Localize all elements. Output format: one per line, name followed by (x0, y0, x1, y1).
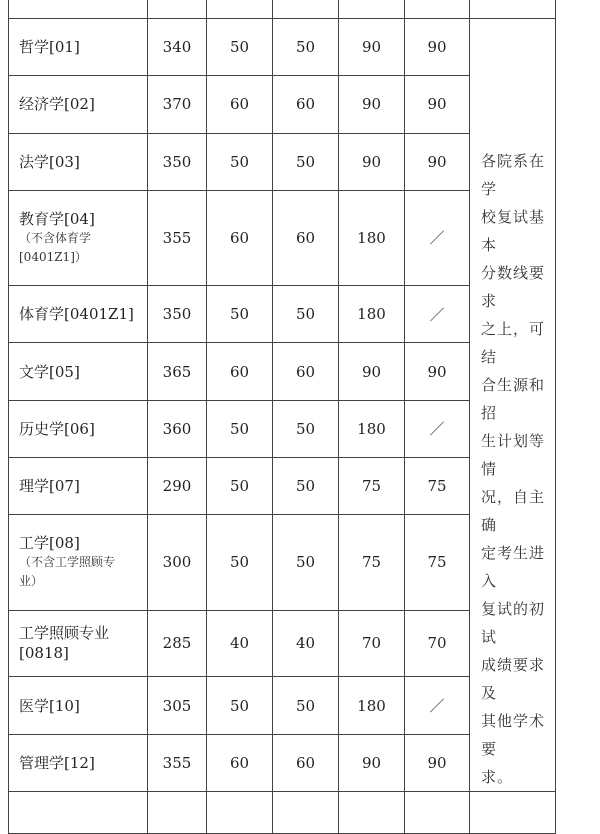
subject-label: 理学[07] (19, 477, 80, 496)
header-cell (9, 0, 148, 19)
subject-cell (9, 677, 148, 734)
subject-exclusion-note: （不含工学照顾专 (19, 555, 116, 570)
subject-label: 工学[08] (19, 534, 80, 553)
score-cell: 70 (339, 610, 405, 677)
score-cell: 75 (405, 515, 470, 610)
empty-cell (339, 792, 405, 834)
score-cell: 60 (207, 190, 273, 285)
score-cell: 180 (339, 677, 405, 734)
score-cell: 90 (339, 133, 405, 190)
score-cell: ／ (405, 286, 470, 343)
subject-label: 文学[05] (19, 362, 80, 381)
subject-cell (9, 286, 148, 343)
header-cell (405, 0, 470, 19)
score-table (8, 0, 556, 834)
score-cell: 50 (207, 400, 273, 457)
score-cell: 90 (339, 734, 405, 791)
total-score-cell: 305 (148, 677, 207, 734)
subject-label: 法学[03] (19, 152, 80, 171)
subject-cell (9, 400, 148, 457)
score-cell: 50 (207, 286, 273, 343)
empty-cell (470, 792, 556, 834)
subject-exclusion-note: 业） (19, 574, 44, 589)
total-score-cell: 290 (148, 457, 207, 514)
empty-cell (273, 792, 339, 834)
score-cell: 90 (339, 343, 405, 400)
score-cell: 50 (273, 400, 339, 457)
note-line: 之上，可结 (481, 320, 546, 366)
score-cell: ／ (405, 190, 470, 285)
subject-exclusion-note: （不含体育学 (19, 230, 92, 245)
score-cell: 50 (207, 19, 273, 76)
empty-cell (207, 792, 273, 834)
note-line: 成绩要求及 (481, 656, 546, 702)
score-cell: 50 (207, 457, 273, 514)
total-score-cell: 350 (148, 133, 207, 190)
score-cell: 60 (273, 76, 339, 133)
subject-cell (9, 19, 148, 76)
score-cell: 50 (207, 133, 273, 190)
score-cell: 90 (405, 343, 470, 400)
subject-label: 体育学[0401Z1] (19, 305, 134, 324)
subject-cell (9, 734, 148, 791)
note-line: 况，自主确 (481, 488, 546, 534)
score-cell: 90 (405, 76, 470, 133)
subject-cell (9, 515, 148, 610)
subject-label: 历史学[06] (19, 419, 95, 438)
score-cell: 90 (339, 19, 405, 76)
note-line: 定考生进入 (481, 544, 546, 590)
note-text (481, 19, 547, 791)
score-cell: 50 (273, 19, 339, 76)
note-line: 校复试基本 (481, 208, 546, 254)
header-cell (470, 0, 556, 19)
subject-cell (9, 343, 148, 400)
score-cell: ／ (405, 400, 470, 457)
total-score-cell: 355 (148, 190, 207, 285)
note-line: 生计划等情 (481, 432, 546, 478)
score-cell: 60 (273, 190, 339, 285)
total-score-cell: 360 (148, 400, 207, 457)
total-score-cell: 350 (148, 286, 207, 343)
subject-cell (9, 190, 148, 285)
score-cell: 50 (273, 286, 339, 343)
subject-cell (9, 610, 148, 677)
table-row (9, 19, 556, 76)
score-cell: 60 (207, 343, 273, 400)
subject-cell (9, 457, 148, 514)
total-score-cell: 285 (148, 610, 207, 677)
score-cell: 40 (207, 610, 273, 677)
subject-exclusion-note: [0401Z1]） (19, 249, 87, 264)
table-row (9, 792, 556, 834)
score-cell: 50 (273, 677, 339, 734)
note-line: 求。 (481, 768, 514, 786)
note-line: 各院系在学 (481, 152, 546, 198)
score-cell: 40 (273, 610, 339, 677)
subject-label: 经济学[02] (19, 95, 95, 114)
note-line: 分数线要求 (481, 264, 546, 310)
score-cell: 75 (339, 457, 405, 514)
note-cell (470, 19, 556, 792)
subject-code: [0818] (19, 644, 69, 663)
score-cell: 90 (339, 76, 405, 133)
empty-cell (405, 792, 470, 834)
score-cell: 50 (207, 677, 273, 734)
score-cell: 50 (273, 133, 339, 190)
subject-label: 哲学[01] (19, 38, 80, 57)
header-cell (148, 0, 207, 19)
note-line: 其他学术要 (481, 712, 546, 758)
header-cell (273, 0, 339, 19)
total-score-cell: 340 (148, 19, 207, 76)
total-score-cell: 365 (148, 343, 207, 400)
score-cell: 180 (339, 190, 405, 285)
total-score-cell: 300 (148, 515, 207, 610)
subject-label: 医学[10] (19, 696, 80, 715)
score-cell: 60 (207, 76, 273, 133)
score-cell: 90 (405, 19, 470, 76)
score-cell: 60 (207, 734, 273, 791)
subject-label: 教育学[04] (19, 209, 95, 228)
score-cell: 60 (273, 343, 339, 400)
score-cell: 75 (339, 515, 405, 610)
score-cell: 70 (405, 610, 470, 677)
score-cell: ／ (405, 677, 470, 734)
subject-cell (9, 76, 148, 133)
score-cell: 50 (273, 515, 339, 610)
header-cell (207, 0, 273, 19)
score-cell: 75 (405, 457, 470, 514)
note-line: 复试的初试 (481, 600, 546, 646)
header-cell (339, 0, 405, 19)
total-score-cell: 370 (148, 76, 207, 133)
score-cell: 90 (405, 133, 470, 190)
score-cell: 50 (207, 515, 273, 610)
score-cell: 90 (405, 734, 470, 791)
score-cell: 180 (339, 286, 405, 343)
subject-label: 工学照顾专业 (19, 624, 110, 643)
score-cell: 50 (273, 457, 339, 514)
subject-label: 管理学[12] (19, 753, 95, 772)
total-score-cell: 355 (148, 734, 207, 791)
header-row (9, 0, 556, 19)
score-cell: 60 (273, 734, 339, 791)
score-cell: 180 (339, 400, 405, 457)
subject-cell (9, 133, 148, 190)
empty-cell (9, 792, 148, 834)
note-line: 合生源和招 (481, 376, 546, 422)
empty-cell (148, 792, 207, 834)
